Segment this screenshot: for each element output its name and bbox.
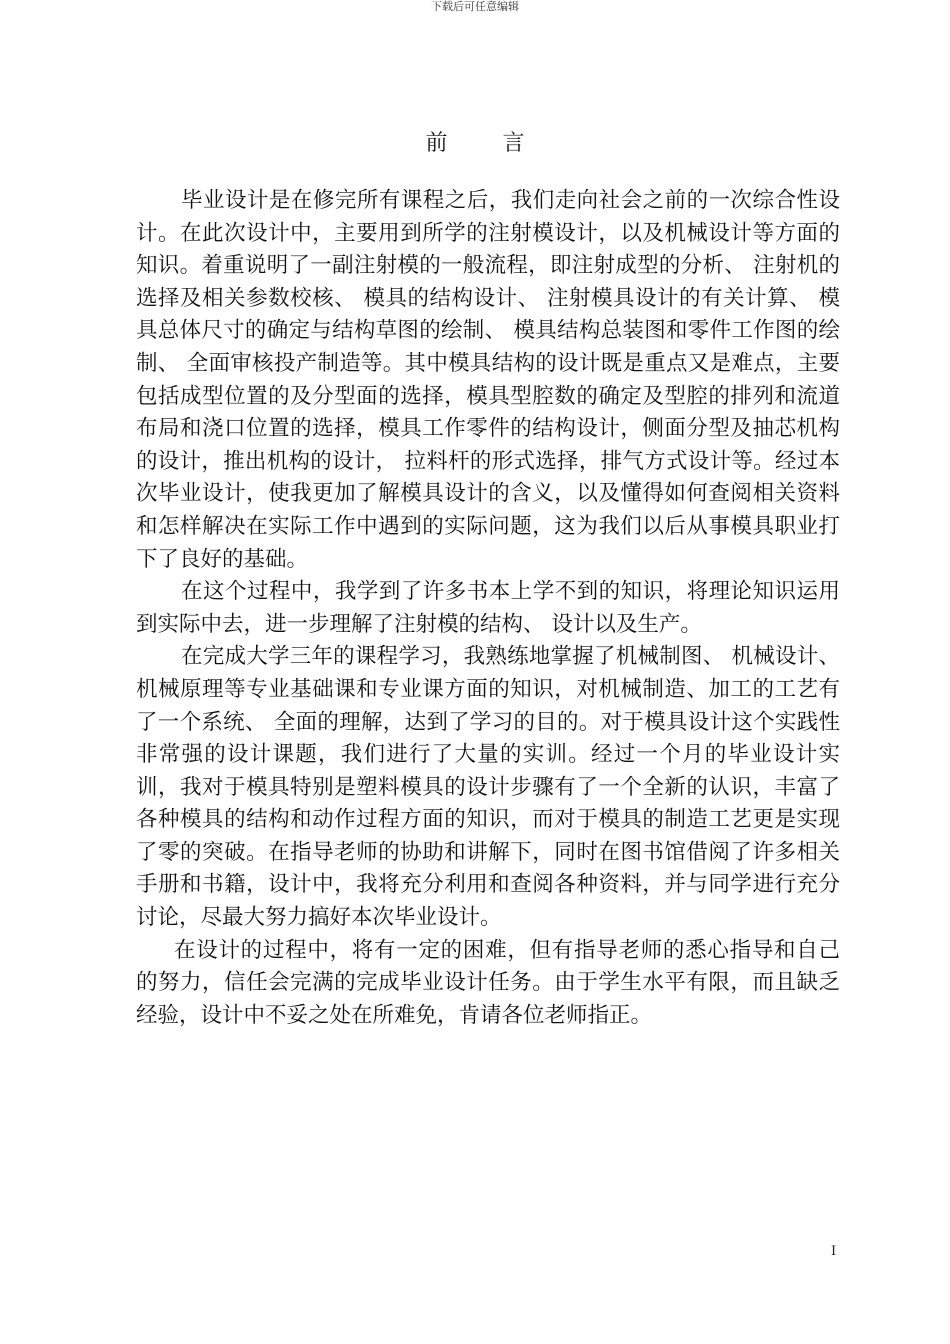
document-body: [136, 185, 840, 1032]
page-number: I: [831, 1244, 837, 1259]
header-note: 下载后可任意编辑: [431, 0, 519, 13]
paragraph-2: 在这个过程中，我学到了许多书本上学不到的知识，将理论知识运用到实际中去，进一步理解了注射模的结构、 设计以及生产。: [136, 579, 840, 637]
paragraph-3: 在完成大学三年的课程学习，我熟练地掌握了机械制图、 机械设计、 机械原理等专业基础课和专业课方面的知识，对机械制造、加工的工艺有了一个系统、 全面的理解，达到了学习的目的。对于模具设计这个实践性非常强的设计课题，我们进行了大量的实训。经过一个月的毕业设计实训，我对于模具特别是塑料模具的设计步骤有了一个全新的认识，丰富了各种模具的结构和动作过程方面的知识，而对于模具的制造工艺更是实现了零的突破。在指导老师的协助和讲解下，同时在图书馆借阅了许多相关手册和书籍，设计中，我将充分利用和查阅各种资料，并与同学进行充分讨论，尽最大努力搞好本次毕业设计。: [136, 644, 840, 931]
paragraph-4: 在设计的过程中，将有一定的困难，但有指导老师的悉心指导和自己的努力，信任会完满的完成毕业设计任务。由于学生水平有限，而且缺乏经验，设计中不妥之处在所难免，肯请各位老师指正。: [136, 937, 840, 1028]
page-title: 前 言: [425, 131, 549, 156]
paragraph-1: 毕业设计是在修完所有课程之后，我们走向社会之前的一次综合性设计。在此次设计中，主要用到所学的注射模设计，以及机械设计等方面的知识。着重说明了一副注射模的一般流程，即注射成型的分析、 注射机的选择及相关参数校核、 模具的结构设计、 注射模具设计的有关计算、 模具总体尺寸的确定与结构草图的绘制、 模具结构总装图和零件工作图的绘制、 全面审核投产制造等。其中模具结构的设计既是重点又是难点，主要包括成型位置的及分型面的选择，模具型腔数的确定及型腔的排列和流道布局和浇口位置的选择，模具工作零件的结构设计，侧面分型及抽芯机构的设计，推出机构的设计， 拉料杆的形式选择，排气方式设计等。经过本次毕业设计，使我更加了解模具设计的含义，以及懂得如何查阅相关资料和怎样解决在实际工作中遇到的实际问题，这为我们以后从事模具职业打下了良好的基础。: [136, 188, 840, 572]
